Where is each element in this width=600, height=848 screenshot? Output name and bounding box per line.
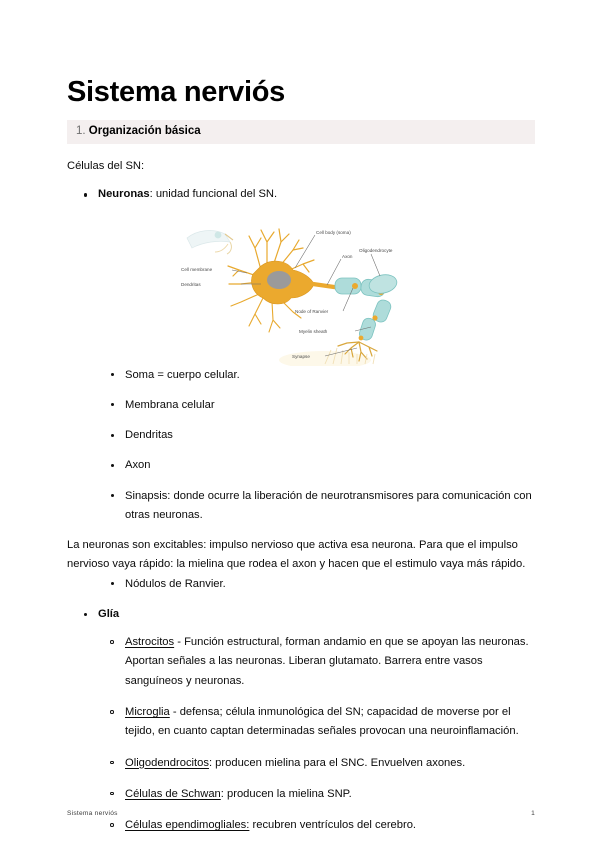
- glia-sublist: [67, 633, 535, 835]
- list-item: Sinapsis: donde ocurre la liberación de neurotransmisores para comunicación con otras neuronas.: [108, 487, 535, 526]
- neuron-diagram-svg: [175, 214, 403, 366]
- list-item: Axon: [108, 456, 535, 475]
- glia-item-rest: : producen mielina para el SNC. Envuelven axones.: [208, 756, 466, 769]
- list-item-neuronas: [81, 185, 535, 204]
- footer-page-number: 1: [531, 810, 535, 817]
- list-item: [108, 816, 535, 835]
- glia-item-rest: - Función estructural, forman andamio en que se apoyan las neuronas. Aportan señales a las neuronas. Liberan glutamato. Barrera entre vasos sanguíneos y neuronas.: [125, 636, 529, 687]
- label-node-of-ranvier: Node of Ranvier: [295, 308, 329, 314]
- label-axon: Axon: [342, 253, 353, 259]
- neuronas-term: Neuronas: [98, 188, 150, 201]
- page-footer: [67, 810, 535, 817]
- glia-item-term: Células de Schwan: [125, 787, 221, 800]
- neuron-parts-list: [67, 366, 535, 526]
- label-synapse: Synapse: [292, 353, 310, 359]
- list-item: Soma = cuerpo celular.: [108, 366, 535, 385]
- list-item: [108, 633, 535, 691]
- cell-types-list: [67, 185, 535, 204]
- intro-lead: Células del SN:: [67, 159, 145, 172]
- list-item: [108, 785, 535, 804]
- list-item-ranvier: Nódulos de Ranvier.: [108, 575, 535, 594]
- page-content: [67, 0, 535, 847]
- neuronas-rest: : unidad funcional del SN.: [149, 188, 278, 201]
- label-oligodendrocyte: Oligodendrocyte: [359, 247, 393, 253]
- glia-list: [67, 605, 535, 624]
- list-item: Membrana celular: [108, 396, 535, 415]
- list-item-glia: [81, 605, 535, 624]
- glia-term: Glía: [98, 607, 120, 620]
- section-title: Organización básica: [88, 125, 201, 138]
- glia-item-term: Microglia: [125, 705, 170, 718]
- label-dendrites: Dendritas: [181, 281, 201, 287]
- glia-item-term: Células ependimogliales:: [125, 819, 250, 832]
- glia-item-rest: recubren ventrículos del cerebro.: [249, 819, 417, 832]
- list-item: [108, 754, 535, 773]
- page-title: Sistema nerviós: [67, 76, 285, 108]
- glia-item-term: Astrocitos: [125, 636, 175, 649]
- section-heading: [67, 120, 535, 144]
- section-number: 1.: [76, 125, 86, 138]
- list-item: Dendritas: [108, 426, 535, 445]
- list-item: [108, 703, 535, 742]
- ranvier-list: [67, 575, 535, 594]
- footer-document-name: Sistema nerviós: [67, 810, 118, 817]
- glia-item-rest: - defensa; célula inmunológica del SN; capacidad de moverse por el tejido, en cuanto captan determinadas señales provocan una neuroinflamación.: [125, 705, 519, 738]
- glia-item-rest: : producen la mielina SNP.: [220, 787, 352, 800]
- glia-item-term: Oligodendrocitos: [125, 756, 209, 769]
- label-cell-membrane: Cell membrane: [181, 266, 213, 272]
- neuron-diagram-figure: [67, 214, 535, 366]
- label-cell-body: Cell body (soma): [316, 229, 351, 235]
- label-myelin-sheath: Myelin sheath: [299, 328, 328, 334]
- excitability-paragraph: La neuronas son excitables: impulso nervioso que activa esa neurona. Para que el impulso nervioso vaya rápido: la mielina que rodea el axon y hacen que el estimulo vaya más rápido.: [67, 539, 526, 571]
